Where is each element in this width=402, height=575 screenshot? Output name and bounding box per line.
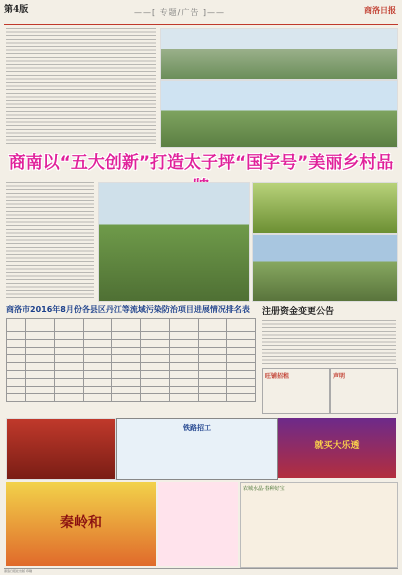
page-header [4, 2, 398, 25]
farm-ad [240, 482, 398, 568]
newspaper-logo: 商洛日报 [364, 5, 396, 15]
farm-ad-title: 农城水晶·春种好宝 [243, 486, 285, 492]
rail-ad [116, 418, 278, 480]
milk-ad [158, 482, 238, 566]
page-number: 第4版 [4, 5, 29, 15]
page-footer: 商洛日报社出版 印刷 [4, 568, 398, 573]
notice-body [262, 320, 396, 364]
rail-ad-title: 铁路招工 [183, 424, 211, 432]
feature-article-text-2 [6, 182, 94, 300]
feature-banner-title: 商南以“五大创新”打造太子坪“国字号”美丽乡村品 [8, 153, 394, 173]
feature-photo-mountains [98, 182, 250, 302]
qinling-ad-title: 秦岭和 [60, 515, 102, 531]
lottery-ad [278, 418, 396, 478]
feature-article-text [6, 28, 156, 146]
qinling-ad [6, 482, 156, 566]
notice-title: 注册资金变更公告 [262, 307, 335, 317]
feature-photo-village [160, 28, 398, 80]
lottery-ad-title: 就买大乐透 [314, 441, 360, 451]
wealth-ad-title: 旺铺招租 [265, 373, 290, 380]
section-label: ——[ 专题/广告 ]—— [134, 8, 226, 17]
feature-banner [4, 148, 398, 178]
feature-photo-landscape [160, 80, 398, 148]
ranking-table [6, 318, 256, 402]
ranking-table-title: 商洛市2016年8月份各县区丹江等流域污染防治项目进展情况排名表 [6, 305, 250, 314]
statement-ad-title: 声明 [333, 373, 346, 380]
statement-ad [330, 368, 398, 414]
stage-ad-photo [6, 418, 116, 480]
feature-photo-path [252, 182, 398, 234]
feature-photo-houses [252, 234, 398, 302]
wealth-ad [262, 368, 330, 414]
